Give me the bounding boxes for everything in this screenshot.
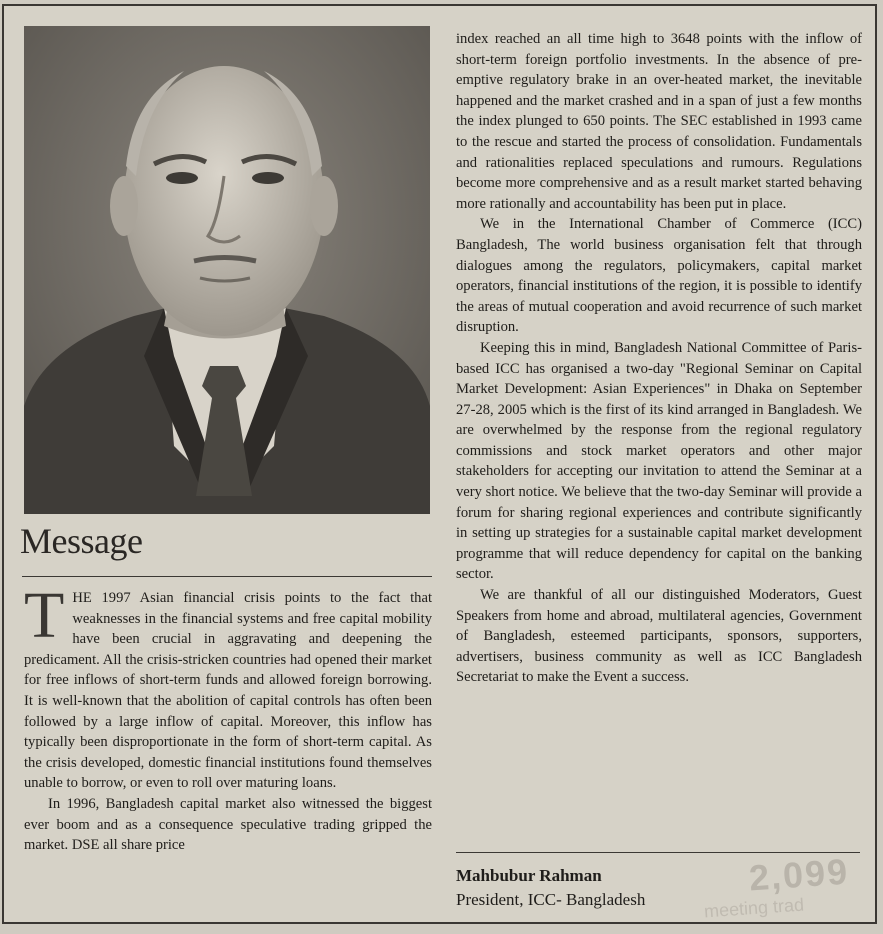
heading-divider: [22, 576, 432, 577]
show-through-text: meeting trad: [703, 894, 805, 922]
portrait-photo: [24, 26, 430, 514]
portrait-illustration: [24, 26, 430, 514]
newspaper-page: [2, 4, 877, 924]
signature-name: Mahbubur Rahman: [456, 866, 602, 885]
left-paragraph-1: [24, 579, 432, 794]
left-paragraph-2: In 1996, Bangladesh capital market also witnessed the biggest ever boom and as a consequence speculative trading gripped the market. DSE all share price: [24, 795, 432, 854]
drop-cap: T: [24, 579, 65, 652]
right-paragraph-3: Keeping this in mind, Bangladesh National Committee of Paris-based ICC has organised a two-day "Regional Seminar on Capital Market Development: Asian Experiences" in Dhaka on September 27-28, 2005 which is the first of its kind arranged in Bangladesh. We are overwhelmed by the response from the regional regulatory commissions and stock market operators and other major stakeholders for accepting our invitation to attend the Seminar at a very short notice. We believe that the two-day Seminar will provide a forum for sharing regional experiences and contribute significantly in setting up strategies for a sustainable capital market development programme that will reduce dependency for capital on the banking sector.: [456, 339, 862, 583]
left-column: [24, 579, 432, 856]
right-paragraph-1: index reached an all time high to 3648 points with the inflow of short-term foreign portfolio investments. In the absence of pre-emptive regulatory brake in an over-heated market, the inevitable happened and the market crashed and in a span of just a few months the index plunged to 650 points. The SEC established in 1993 came to the rescue and started the process of consolidation. Fundamentals and rationalities replaced speculations and rumours. Regulations become more comprehensive and as a result market started behaving more rationally and accountability has been put in place.: [456, 31, 862, 212]
right-paragraph-2: We in the International Chamber of Commerce (ICC) Bangladesh, The world business organisation felt that through dialogues among the regulators, policymakers, capital market operators, financial institutions of the region, it is possible to identify the areas of mutual cooperation and avoid recurrence of such market disruption.: [456, 216, 862, 336]
left-paragraph-1-text: HE 1997 Asian financial crisis points to the fact that weaknesses in the financial systems and free capital mobility have been crucial in aggravating and deepening the predicament. All the crisis-stricken countries had opened their market for free inflows of short-term funds and allowed foreign borrowing. It is well-known that the abolition of capital controls has often been followed by a large inflow of capital. Moreover, this inflow has typically been disproportionate in the form of short-term capital. As the crisis developed, domestic financial institutions found themselves unable to borrow, or even to roll over maturing loans.: [24, 590, 432, 792]
show-through-number: 2,099: [747, 850, 851, 899]
signature-title: President, ICC- Bangladesh: [456, 890, 646, 909]
right-paragraph-4: We are thankful of all our distinguished Moderators, Guest Speakers from home and abroad, multilateral agencies, Government of Bangladesh, esteemed participants, sponsors, supporters, advertisers, business community as well as ICC Bangladesh Secretariat to make the Event a success.: [456, 587, 862, 686]
right-column: [456, 29, 862, 688]
article-heading: Message: [20, 521, 143, 561]
signature-divider: [456, 852, 860, 853]
